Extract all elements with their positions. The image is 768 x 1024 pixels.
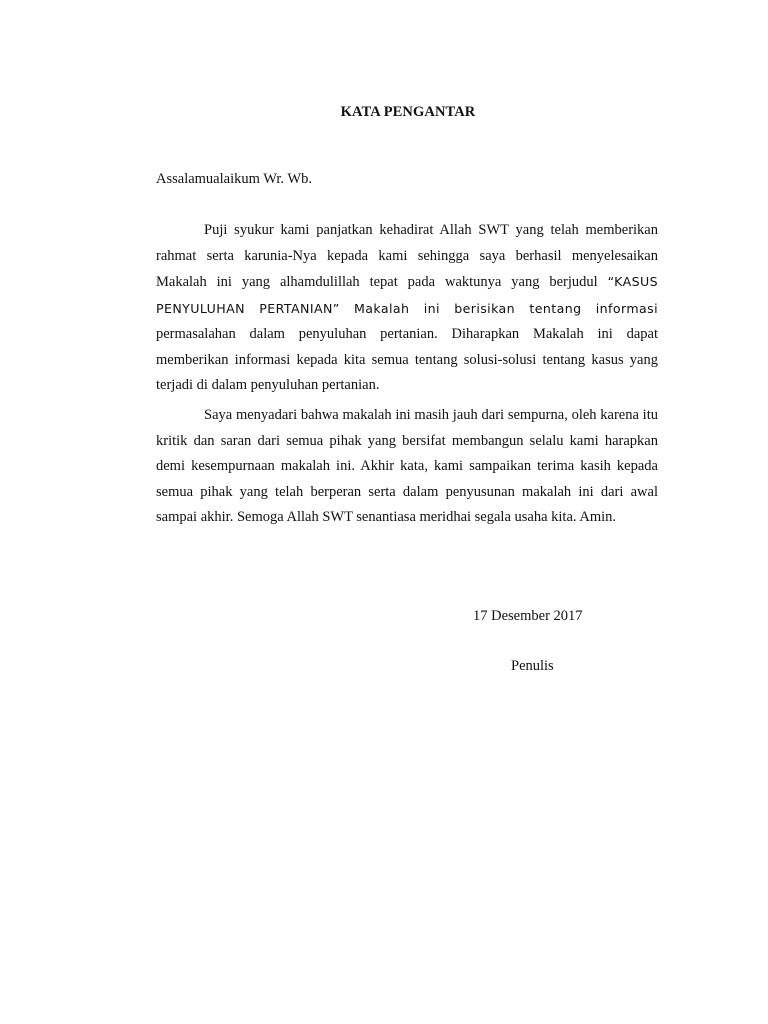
document-date: 17 Desember 2017 xyxy=(473,608,583,624)
greeting-text: Assalamualaikum Wr. Wb. xyxy=(156,171,312,187)
paragraph-2: Saya menyadari bahwa makalah ini masih jauh dari sempurna, oleh karena itu kritik dan saran dari semua pihak yang bersifat membangun selalu kami harapkan demi kesempurnaan makalah ini. Akhir kata, kami sampaikan terima kasih kepada semua pihak yang telah berperan serta dalam penyusunan makalah ini dari awal sampai akhir. Semoga Allah SWT senantiasa meridhai segala usaha kita. Amin. xyxy=(156,407,658,525)
paragraph-1-text-end: permasalahan dalam penyuluhan pertanian. Diharapkan Makalah ini dapat memberikan informasi kepada kita semua tentang solusi-solusi tentang kasus yang terjadi di dalam penyuluhan pertanian. xyxy=(156,326,658,393)
author-signature: Penulis xyxy=(511,658,554,674)
paragraph-1-text-start: Puji syukur kami panjatkan kehadirat Allah SWT yang telah memberikan rahmat serta karunia-Nya kepada kami sehingga saya berhasil menyelesaikan Makalah ini yang alhamdulillah tepat pada waktunya yang berjudul xyxy=(156,222,658,290)
page-title: KATA PENGANTAR xyxy=(340,104,476,120)
paragraph-1-title-quote: “KASUS PENYULUHAN PERTANIAN” Makalah ini berisikan tentang informasi xyxy=(156,274,658,316)
paragraph-1 xyxy=(156,218,658,399)
